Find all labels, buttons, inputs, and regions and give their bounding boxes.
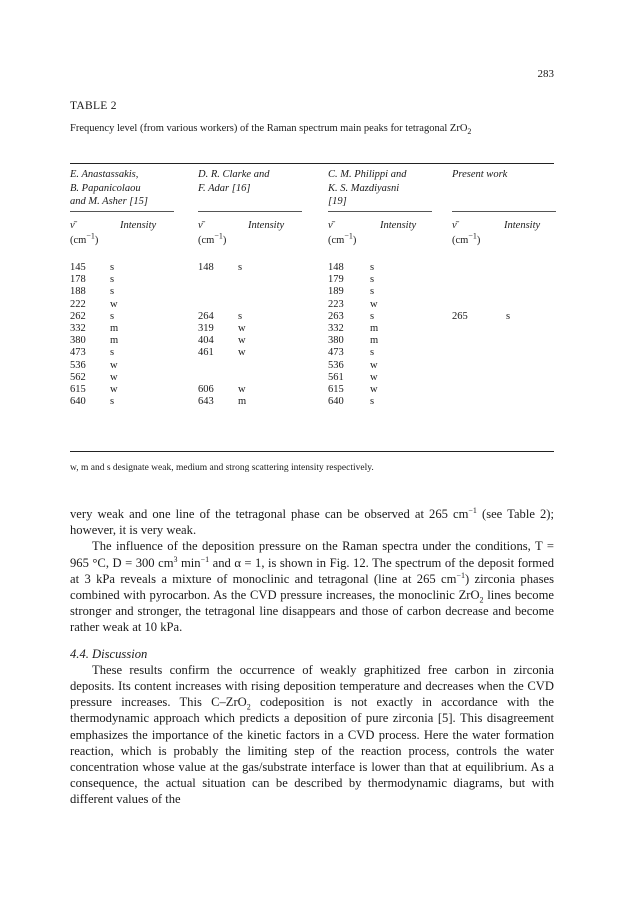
author-header-3	[328, 168, 406, 209]
intensity-value: w	[110, 298, 118, 310]
table-bottom-rule	[70, 451, 554, 452]
intensity-value: w	[238, 383, 246, 395]
wavenumber-value: 223	[328, 298, 344, 310]
caption-subscript: 2	[467, 127, 472, 137]
intensity-value: m	[238, 396, 247, 408]
intensity-value: s	[506, 310, 511, 322]
intensity-value: m	[370, 335, 379, 347]
table-caption	[70, 121, 560, 136]
intensity-value: s	[110, 262, 115, 273]
wavenumber-value: 404	[198, 335, 214, 347]
wavenumber-value: 536	[70, 359, 86, 371]
unit-open: (cm	[198, 235, 215, 246]
intensity-value: s	[370, 262, 375, 273]
wavenumber-value: 643	[198, 396, 214, 408]
column-group-rule-4	[452, 211, 556, 212]
wavenumber-value: 148	[328, 262, 344, 273]
wavenumber-value: 319	[198, 322, 214, 334]
intensity-value: m	[110, 322, 119, 334]
wavenumber-value: 262	[70, 310, 86, 322]
intensity-value: s	[370, 286, 375, 298]
intensity-value: s	[370, 274, 375, 286]
paragraph-1	[70, 506, 554, 538]
column-group-rule-1	[70, 211, 174, 212]
body-text	[70, 506, 554, 808]
intensity-label: Intensity	[120, 220, 157, 231]
unit-exponent: −1	[468, 231, 477, 241]
intensity-value: w	[370, 371, 378, 383]
intensity-label: Intensity	[504, 220, 541, 231]
superscript: 3	[173, 554, 178, 564]
intensity-value: s	[238, 262, 243, 273]
author-line: K. S. Mazdiyasni	[328, 182, 400, 194]
wavenumber-symbol: ν̄	[328, 220, 333, 231]
wavenumber-symbol: ν̄	[452, 220, 457, 231]
caption-text: Frequency level (from various workers) of the Raman spectrum main peaks for tetragonal ZrO	[70, 123, 468, 134]
wavenumber-value: 332	[328, 322, 344, 334]
author-line: Present work	[452, 169, 508, 180]
unit-close: )	[476, 235, 481, 246]
wavenumber-value: 615	[328, 383, 344, 395]
table-footnote: w, m and s designate weak, medium and strong scattering intensity respectively.	[70, 463, 374, 473]
unit-exponent: −1	[86, 231, 95, 241]
intensity-label: Intensity	[380, 220, 417, 231]
wavenumber-value: 332	[70, 322, 86, 334]
wavenumber-value: 606	[198, 383, 214, 395]
text-run: (see Table 2); however, it is very weak.	[70, 507, 554, 538]
text-run: very weak and one line of the tetragonal phase can be observed at 265 cm	[70, 507, 469, 521]
text-run: lines become stronger and stronger, the tetragonal line disappears and those of carbon decrease and become rather weak at 10 kPa.	[70, 588, 554, 635]
unit-open: (cm	[70, 235, 87, 246]
unit-close: )	[94, 235, 99, 246]
wavenumber-value: 265	[452, 310, 468, 322]
column-header-4	[452, 219, 556, 246]
section-heading: 4.4. Discussion	[70, 646, 148, 661]
intensity-value: w	[238, 347, 246, 359]
wavenumber-value: 615	[70, 383, 86, 395]
wavenumber-value: 561	[328, 371, 344, 383]
intensity-value: s	[110, 286, 115, 298]
wavenumber-value: 179	[328, 274, 344, 286]
intensity-value: s	[370, 310, 375, 322]
wavenumber-value: 562	[70, 371, 86, 383]
author-line: E. Anastassakis,	[70, 169, 139, 180]
intensity-value: s	[370, 347, 375, 359]
intensity-value: w	[370, 359, 378, 371]
wavenumber-value: 640	[70, 396, 86, 408]
text-run: The influence of the deposition pressure on the Raman spectra under the conditions, T = 965 °C, D = 300 cm	[70, 539, 554, 570]
text-run: These results confirm the occurrence of weakly graphitized free carbon in zirconia deposits. Its content increases with rising deposition temperature and decreases when the CVD pressure increases. This C–ZrO	[70, 662, 554, 710]
wavenumber-value: 178	[70, 274, 86, 286]
wavenumber-value: 263	[328, 310, 344, 322]
wavenumber-value: 640	[328, 396, 344, 408]
wavenumber-value: 380	[328, 335, 344, 347]
author-header-2	[198, 168, 269, 195]
intensity-value: w	[110, 383, 118, 395]
author-line: B. Papanicolaou	[70, 182, 141, 194]
intensity-label: Intensity	[248, 220, 285, 231]
author-line: C. M. Philippi and	[328, 169, 407, 180]
wavenumber-value: 473	[328, 347, 344, 359]
wavenumber-value: 536	[328, 359, 344, 371]
unit-open: (cm	[452, 235, 469, 246]
wavenumber-value: 189	[328, 286, 344, 298]
page-number: 283	[537, 68, 554, 80]
column-group-rule-3	[328, 211, 432, 212]
unit-label	[328, 231, 357, 248]
wavenumber-value: 380	[70, 335, 86, 347]
author-header-4	[452, 168, 507, 182]
author-header-1	[70, 168, 148, 209]
intensity-value: w	[370, 383, 378, 395]
intensity-value: s	[110, 347, 115, 359]
intensity-value: m	[110, 335, 119, 347]
text-run: codeposition is not exactly in accordance with the thermodynamic approach which predicts a deposition of pure zirconia [5]. This disagreement emphasizes the importance of the kinetic factors in a CVD process. Here the water formation reaction, which is probably the limiting step of the reaction process, controls the water concentration whose value at the gas/substrate interface is lower than that at equilibrium. As a consequence, the actual situation can be described by thermodynamic diagrams, but with different values of the	[70, 695, 554, 807]
unit-label	[452, 231, 481, 248]
unit-close: )	[222, 235, 227, 246]
wavenumber-value: 145	[70, 262, 86, 273]
author-line: [19]	[328, 196, 347, 207]
unit-close: )	[352, 235, 357, 246]
text-run: ) zirconia phases combined with pyrocarbon. As the CVD pressure increases, the monoclinic ZrO	[70, 571, 554, 603]
column-group-rule-2	[198, 211, 302, 212]
intensity-value: w	[110, 371, 118, 383]
intensity-value: w	[110, 359, 118, 371]
column-header-3	[328, 219, 432, 246]
wavenumber-value: 264	[198, 310, 214, 322]
superscript: −1	[456, 570, 465, 580]
text-run: min	[177, 555, 201, 570]
wavenumber-value: 148	[198, 262, 214, 273]
wavenumber-value: 222	[70, 298, 86, 310]
intensity-value: w	[238, 322, 246, 334]
wavenumber-symbol: ν̄	[70, 220, 75, 231]
subscript: 2	[479, 595, 484, 605]
superscript: −1	[200, 554, 210, 564]
wavenumber-symbol: ν̄	[198, 220, 203, 231]
column-header-1	[70, 219, 174, 246]
unit-label	[198, 231, 227, 248]
table-label: TABLE 2	[70, 100, 117, 112]
intensity-value: m	[370, 322, 379, 334]
intensity-value: s	[110, 274, 115, 286]
unit-exponent: −1	[214, 231, 223, 241]
subscript: 2	[246, 702, 251, 712]
unit-label	[70, 231, 99, 248]
author-line: D. R. Clarke and	[198, 169, 270, 180]
intensity-value: s	[110, 396, 115, 408]
superscript: −1	[468, 505, 477, 515]
author-line: and M. Asher [15]	[70, 196, 148, 207]
column-header-2	[198, 219, 302, 246]
text-run: and α = 1, is shown in Fig. 12. The spectrum of the deposit formed at 3 kPa reveals a mixture of monoclinic and tetragonal (line at 265 cm	[70, 555, 554, 586]
wavenumber-value: 461	[198, 347, 214, 359]
intensity-value: s	[238, 310, 243, 322]
intensity-value: s	[110, 310, 115, 322]
table-top-rule	[70, 163, 554, 164]
unit-open: (cm	[328, 235, 345, 246]
author-line: F. Adar [16]	[198, 182, 251, 194]
wavenumber-value: 473	[70, 347, 86, 359]
intensity-value: w	[238, 335, 246, 347]
wavenumber-value: 188	[70, 286, 86, 298]
paragraph-3	[70, 662, 554, 808]
intensity-value: s	[370, 396, 375, 408]
unit-exponent: −1	[344, 231, 353, 241]
paragraph-2	[70, 538, 554, 635]
intensity-value: w	[370, 298, 378, 310]
